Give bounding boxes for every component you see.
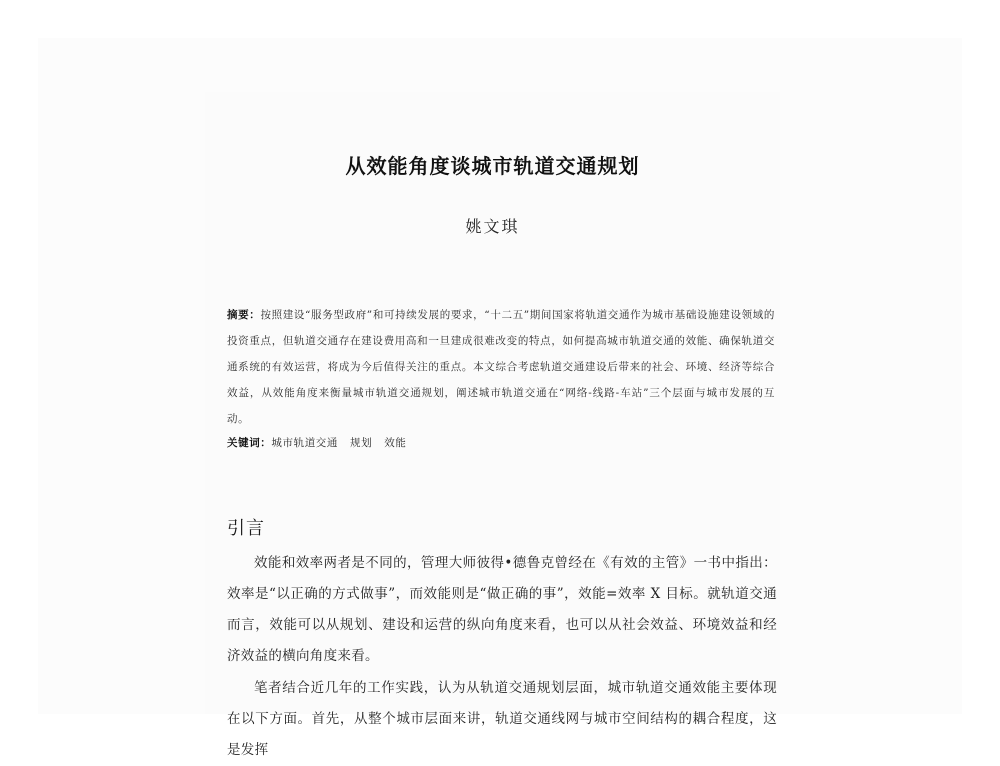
keyword: 规划 (350, 437, 373, 449)
paper-author: 姚文琪 (465, 217, 520, 236)
body-paragraph: 笔者结合近几年的工作实践，认为从轨道交通规划层面，城市轨道交通效能主要体现在以下方面。首先，从整个城市层面来讲，轨道交通线网与城市空间结构的耦合程度，这是发挥 (227, 680, 777, 758)
document-page (205, 92, 780, 758)
section-heading: 引言 (227, 518, 265, 539)
abstract-text: 按照建设“服务型政府”和可持续发展的要求，“十二五”期间国家将轨道交通作为城市基础设施建设领域的投资重点，但轨道交通存在建设费用高和一旦建成很难改变的特点，如何提高城市轨道交通的效能、确保轨道交通系统的有效运营，将成为今后值得关注的重点。本文综合考虑轨道交通建设后带来的社会、环境、经济等综合效益，从效能角度来衡量城市轨道交通规划，阐述城市轨道交通在“网络-线路-车站”三个层面与城市发展的互动。 (227, 309, 775, 425)
keyword: 效能 (384, 437, 407, 449)
body-paragraph: 效能和效率两者是不同的，管理大师彼得•德鲁克曾经在《有效的主管》一书中指出：效率是“以正确的方式做事”，而效能则是“做正确的事”，效能=效率 X 目标。就轨道交通而言，效能可以从规划、建设和运营的纵向角度来看，也可以从社会效益、环境效益和经济效益的横向角度来看。 (227, 555, 777, 664)
paper-title: 从效能角度谈城市轨道交通规划 (345, 154, 640, 178)
abstract (227, 302, 775, 432)
keyword: 城市轨道交通 (271, 437, 339, 449)
keywords (227, 435, 406, 450)
keywords-label: 关键词： (227, 437, 272, 449)
abstract-label: 摘要： (227, 309, 261, 321)
